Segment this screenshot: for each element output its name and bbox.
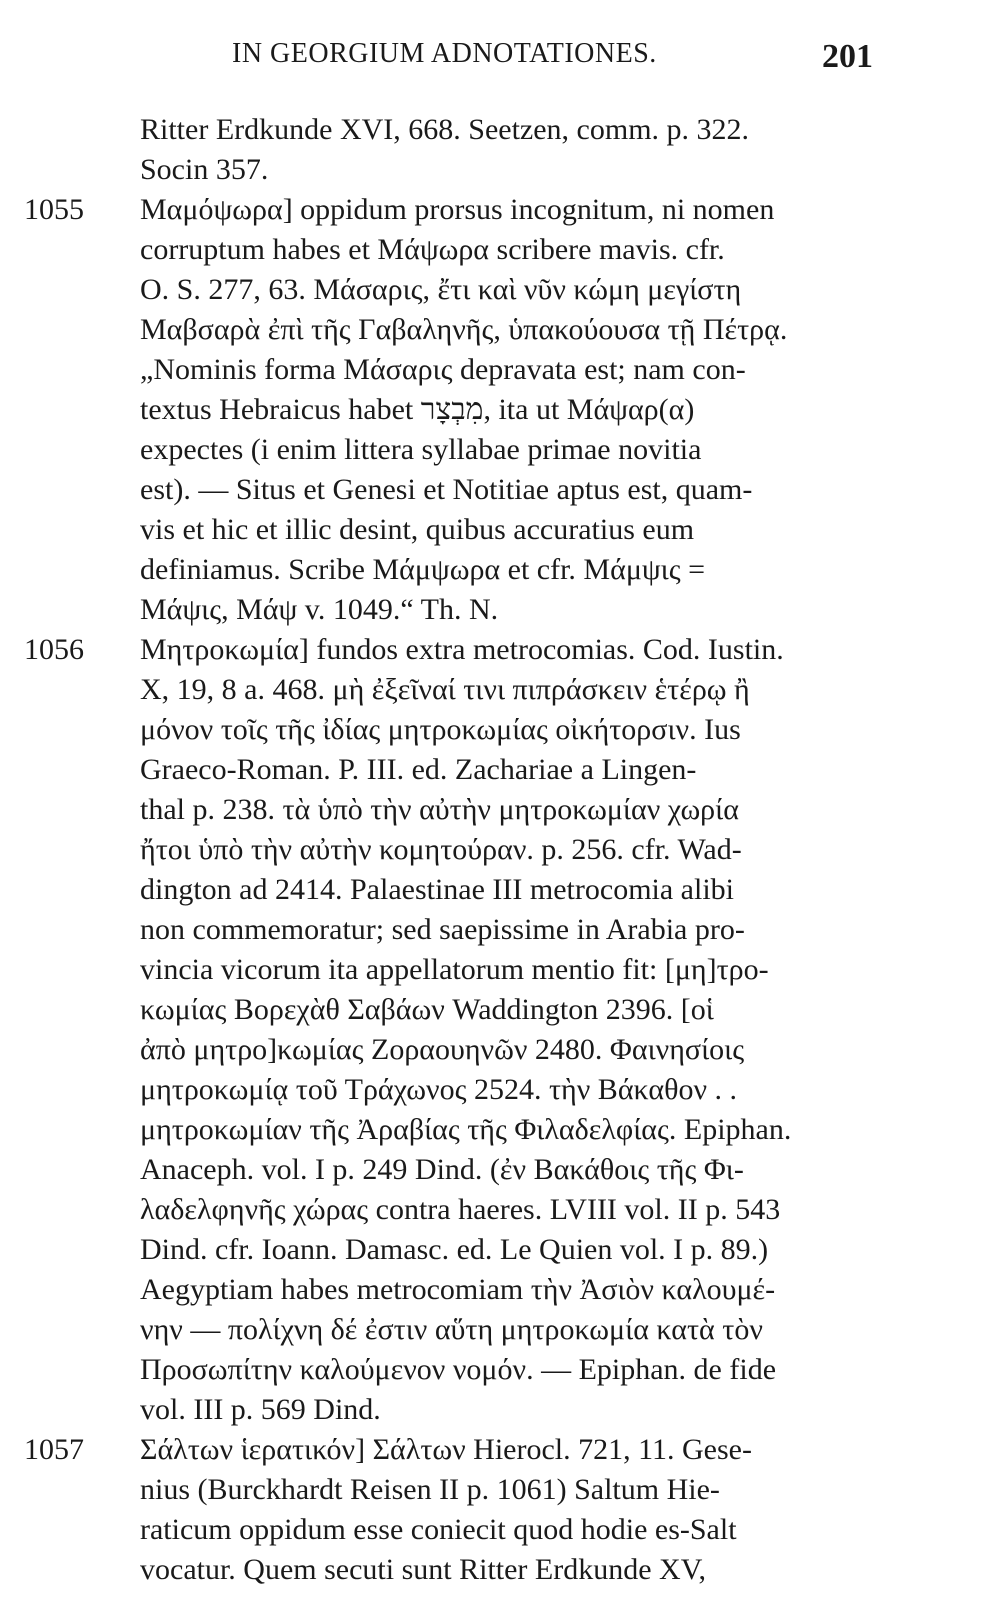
- text-line: Aegyptiam habes metrocomiam τὴν Ἀσιὸν καλουμέ-: [140, 1273, 776, 1306]
- text-line: μητροκωμίαν τῆς Ἀραβίας τῆς Φιλαδελφίας. Epiphan.: [140, 1113, 792, 1146]
- entry-number: 1057: [24, 1433, 84, 1466]
- text-line: Σάλτων ἱερατικόν] Σάλτων Hierocl. 721, 11. Gese-: [140, 1433, 752, 1466]
- text-line: definiamus. Scribe Μάμψωρα et cfr. Μάμψις =: [140, 553, 706, 586]
- text-line: Προσωπίτην καλούμενον νομόν. — Epiphan. de fide: [140, 1353, 777, 1386]
- text-line: Μητροκωμία] fundos extra metrocomias. Cod. Iustin.: [140, 633, 784, 666]
- text-line: Socin 357.: [140, 153, 269, 186]
- text-line: vincia vicorum ita appellatorum mentio fit: [μη]τρο-: [140, 953, 769, 986]
- text-line: vocatur. Quem secuti sunt Ritter Erdkunde XV,: [140, 1553, 707, 1586]
- text-line: Anaceph. vol. I p. 249 Dind. (ἐν Βακάθοις τῆς Φι-: [140, 1153, 744, 1186]
- text-line: corruptum habes et Μάψωρα scribere mavis. cfr.: [140, 233, 725, 266]
- page-number: 201: [822, 38, 873, 75]
- text-line: X, 19, 8 a. 468. μὴ ἐξεῖναί τινι πιπράσκειν ἑτέρῳ ἢ: [140, 673, 750, 706]
- text-line: μόνον τοῖς τῆς ἰδίας μητροκωμίας οἰκήτορσιν. Ius: [140, 713, 741, 746]
- running-head: IN GEORGIUM ADNOTATIONES.: [232, 38, 657, 69]
- text-line: raticum oppidum esse coniecit quod hodie es-Salt: [140, 1513, 737, 1546]
- text-line: Μαβσαρὰ ἐπὶ τῆς Γαβαληνῆς, ὑπακούουσα τῇ Πέτρᾳ.: [140, 313, 788, 346]
- text-line: O. S. 277, 63. Μάσαρις, ἔτι καὶ νῦν κώμη μεγίστη: [140, 273, 742, 306]
- text-line: λαδελφηνῆς χώρας contra haeres. LVIII vol. II p. 543: [140, 1193, 781, 1226]
- text-line: νην — πολίχνη δέ ἐστιν αὕτη μητροκωμία κατὰ τὸν: [140, 1313, 763, 1346]
- text-line: vis et hic et illic desint, quibus accuratius eum: [140, 513, 695, 546]
- text-line: Μαμόψωρα] oppidum prorsus incognitum, ni nomen: [140, 193, 775, 226]
- text-line: Dind. cfr. Ioann. Damasc. ed. Le Quien vol. I p. 89.): [140, 1233, 769, 1266]
- text-line: vol. III p. 569 Dind.: [140, 1393, 381, 1426]
- text-line: expectes (i enim littera syllabae primae novitia: [140, 433, 702, 466]
- entry-number: 1055: [24, 193, 84, 226]
- text-line: ἀπὸ μητρο]κωμίας Ζοραουηνῶν 2480. Φαινησίοις: [140, 1033, 745, 1066]
- text-line: κωμίας Βορεχὰθ Σαβάων Waddington 2396. [οἱ: [140, 993, 714, 1026]
- text-line: thal p. 238. τὰ ὑπὸ τὴν αὐτὴν μητροκωμίαν χωρία: [140, 793, 739, 826]
- text-line: nius (Burckhardt Reisen II p. 1061) Saltum Hie-: [140, 1473, 720, 1506]
- text-line: non commemoratur; sed saepissime in Arabia pro-: [140, 913, 745, 946]
- text-line: est). — Situs et Genesi et Notitiae aptus est, quam-: [140, 473, 753, 506]
- text-line: Graeco-Roman. P. III. ed. Zachariae a Lingen-: [140, 753, 697, 786]
- text-line: dington ad 2414. Palaestinae III metrocomia alibi: [140, 873, 734, 906]
- text-line: textus Hebraicus habet מִבְצָר, ita ut Μάψαρ(α): [140, 393, 695, 426]
- text-line: „Nominis forma Μάσαρις depravata est; nam con-: [140, 353, 746, 386]
- text-line: Ritter Erdkunde XVI, 668. Seetzen, comm. p. 322.: [140, 113, 750, 146]
- entry-number: 1056: [24, 633, 84, 666]
- text-line: μητροκωμίᾳ τοῦ Τράχωνος 2524. τὴν Βάκαθον . .: [140, 1073, 738, 1106]
- text-line: Μάψις, Μάψ v. 1049.“ Th. N.: [140, 593, 499, 626]
- text-line: ἤτοι ὑπὸ τὴν αὐτὴν κομητούραν. p. 256. cfr. Wad-: [140, 833, 742, 866]
